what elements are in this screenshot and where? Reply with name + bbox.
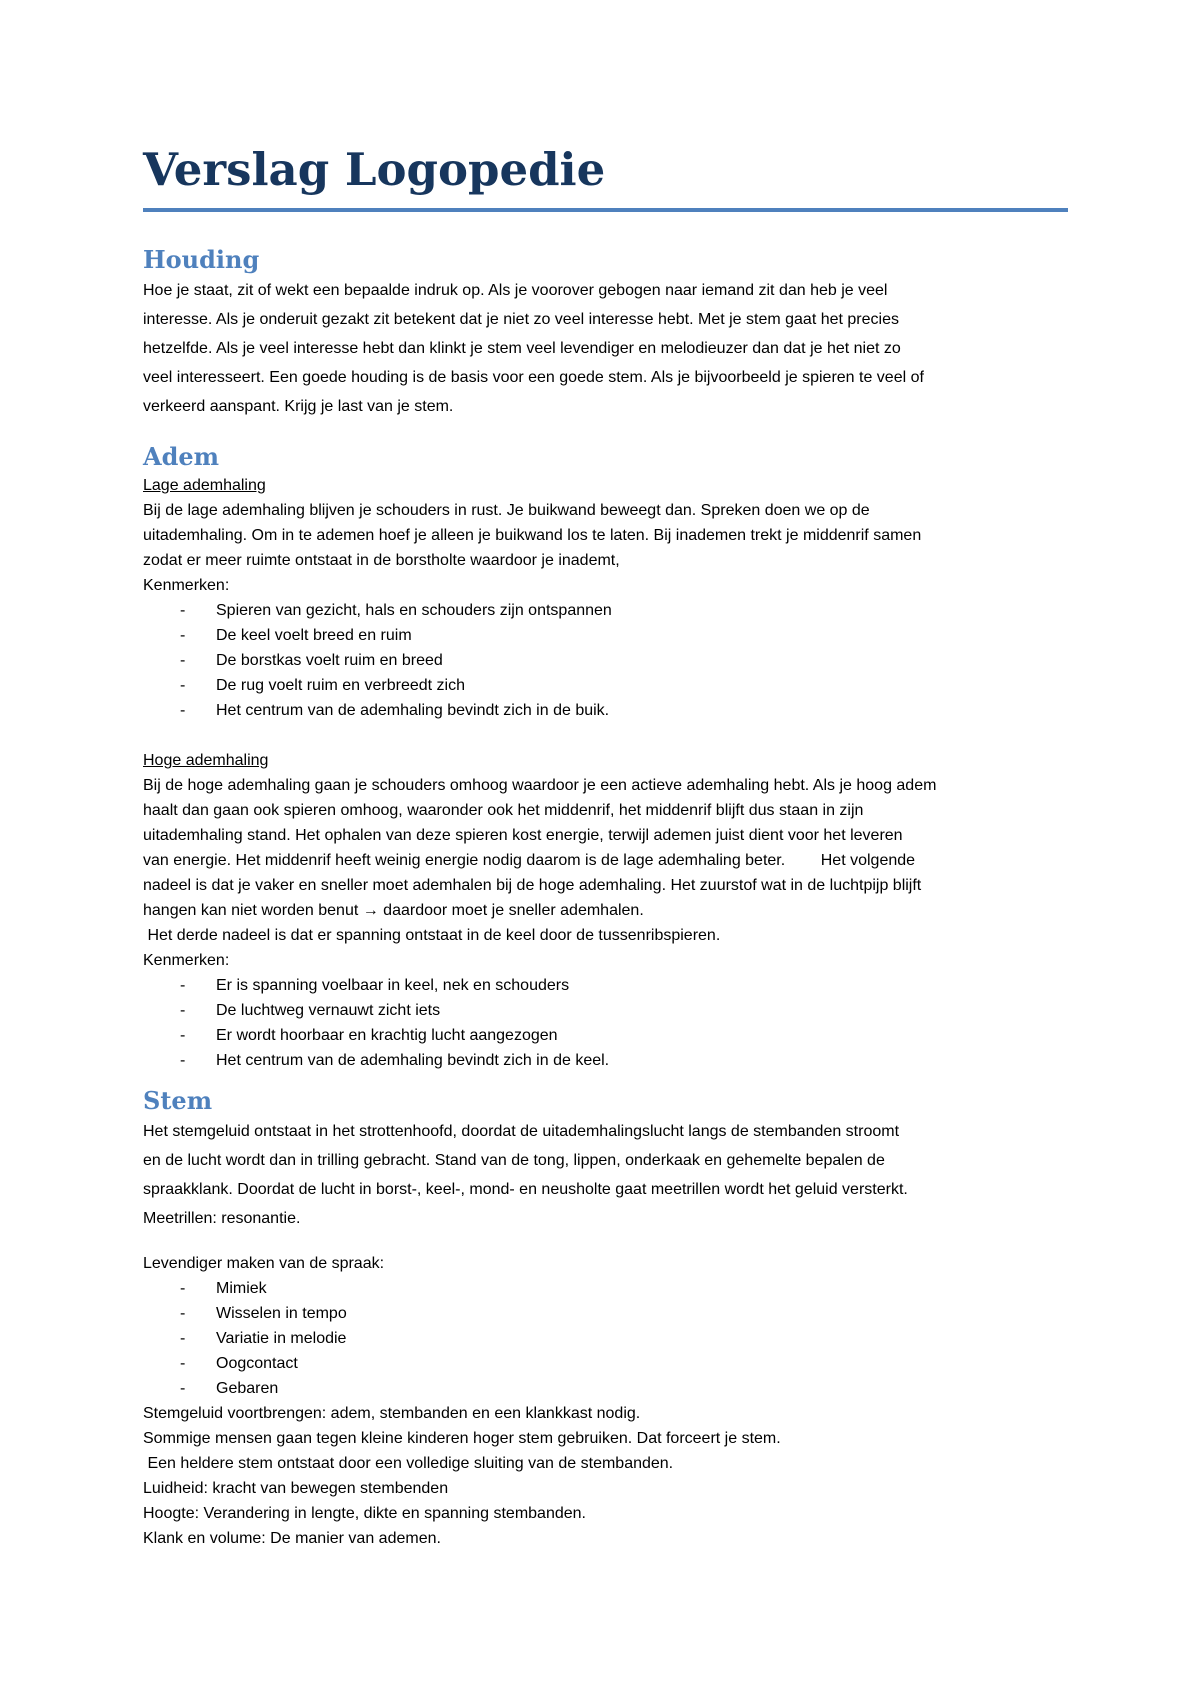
text-line: interesse. Als je onderuit gezakt zit betekent dat je niet zo veel interesse hebt. Met je stem gaat het precies	[143, 311, 899, 328]
stem-paragraph	[143, 1117, 1068, 1233]
text-line: Het stemgeluid ontstaat in het strottenhoofd, doordat de uitademhalingslucht langs de stembanden stroomt	[143, 1123, 900, 1140]
text-line: nadeel is dat je vaker en sneller moet ademhalen bij de hoge ademhaling. Het zuurstof wat in de luchtpijp blijft	[143, 877, 922, 894]
list-item: - Oogcontact	[143, 1351, 1068, 1376]
levendiger-label: Levendiger maken van de spraak:	[143, 1255, 385, 1272]
text-line: hangen kan niet worden benut → daardoor moet je sneller ademhalen.	[143, 902, 644, 919]
list-dash: -	[180, 1280, 186, 1297]
list-item: - Variatie in melodie	[143, 1326, 1068, 1351]
list-dash: -	[180, 1330, 186, 1347]
hoge-ademhaling-paragraph	[143, 773, 1068, 948]
kenmerken-label: Kenmerken:	[143, 577, 230, 594]
text-line: uitademhaling stand. Het ophalen van deze spieren kost energie, terwijl ademen juist dient voor het leveren	[143, 827, 903, 844]
hoge-kenmerken-list	[143, 973, 1068, 1073]
list-item: - Het centrum van de ademhaling bevindt zich in de buik.	[143, 698, 1068, 723]
section-heading-houding: Houding	[143, 245, 260, 274]
text-line: Meetrillen: resonantie.	[143, 1210, 301, 1227]
text-line: Bij de hoge ademhaling gaan je schouders omhoog waardoor je een actieve ademhaling hebt. Als je hoog adem	[143, 777, 937, 794]
list-item: - De borstkas voelt ruim en breed	[143, 648, 1068, 673]
text-line: spraakklank. Doordat de lucht in borst-, keel-, mond- en neusholte gaat meetrillen wordt het geluid versterkt.	[143, 1181, 908, 1198]
list-item: - Het centrum van de ademhaling bevindt zich in de keel.	[143, 1048, 1068, 1073]
text-line: Klank en volume: De manier van ademen.	[143, 1530, 441, 1547]
text-line: Het derde nadeel is dat er spanning ontstaat in de keel door de tussenribspieren.	[143, 927, 721, 944]
list-item: - Spieren van gezicht, hals en schouders zijn ontspannen	[143, 598, 1068, 623]
text-line: Stemgeluid voortbrengen: adem, stembanden en een klankkast nodig.	[143, 1405, 641, 1422]
list-dash: -	[180, 652, 186, 669]
text-line: Sommige mensen gaan tegen kleine kinderen hoger stem gebruiken. Dat forceert je stem.	[143, 1430, 781, 1447]
text-line: Bij de lage ademhaling blijven je schouders in rust. Je buikwand beweegt dan. Spreken doen we op de	[143, 502, 870, 519]
list-dash: -	[180, 1052, 186, 1069]
text-line: veel interesseert. Een goede houding is de basis voor een goede stem. Als je bijvoorbeeld je spieren te veel of	[143, 369, 924, 386]
list-dash: -	[180, 1355, 186, 1372]
list-dash: -	[180, 1380, 186, 1397]
text-line: van energie. Het middenrif heeft weinig energie nodig daarom is de lage ademhaling beter. Het volgende	[143, 852, 916, 869]
kenmerken-label: Kenmerken:	[143, 952, 230, 969]
list-dash: -	[180, 602, 186, 619]
document-title: Verslag Logopedie	[143, 143, 606, 196]
stem-closing-paragraph	[143, 1401, 1068, 1551]
list-item: - Er is spanning voelbaar in keel, nek en schouders	[143, 973, 1068, 998]
text-line: uitademhaling. Om in te ademen hoef je alleen je buikwand los te laten. Bij inademen trekt je middenrif samen	[143, 527, 922, 544]
list-item: - De luchtweg vernauwt zicht iets	[143, 998, 1068, 1023]
lage-kenmerken-list	[143, 598, 1068, 723]
list-item: - Er wordt hoorbaar en krachtig lucht aangezogen	[143, 1023, 1068, 1048]
list-item: - De keel voelt breed en ruim	[143, 623, 1068, 648]
list-dash: -	[180, 677, 186, 694]
text-line: zodat er meer ruimte ontstaat in de borstholte waardoor je inademt,	[143, 552, 620, 569]
list-dash: -	[180, 1002, 186, 1019]
section-heading-stem: Stem	[143, 1086, 213, 1115]
houding-paragraph	[143, 276, 1068, 421]
text-line: hetzelfde. Als je veel interesse hebt dan klinkt je stem veel levendiger en melodieuzer dan dat je het niet zo	[143, 340, 901, 357]
text-line: Hoogte: Verandering in lengte, dikte en spanning stembanden.	[143, 1505, 586, 1522]
text-line: verkeerd aanspant. Krijg je last van je stem.	[143, 398, 454, 415]
document-page	[143, 140, 1068, 1551]
lage-ademhaling-paragraph	[143, 498, 1068, 573]
text-line: en de lucht wordt dan in trilling gebracht. Stand van de tong, lippen, onderkaak en gehemelte bepalen de	[143, 1152, 885, 1169]
subheading-hoge-ademhaling: Hoge ademhaling	[143, 752, 269, 769]
list-dash: -	[180, 627, 186, 644]
list-dash: -	[180, 1027, 186, 1044]
text-line: Hoe je staat, zit of wekt een bepaalde indruk op. Als je voorover gebogen naar iemand zit dan heb je veel	[143, 282, 888, 299]
levendiger-list	[143, 1276, 1068, 1401]
list-item: - De rug voelt ruim en verbreedt zich	[143, 673, 1068, 698]
list-dash: -	[180, 1305, 186, 1322]
list-dash: -	[180, 977, 186, 994]
subheading-lage-ademhaling: Lage ademhaling	[143, 477, 266, 494]
text-line: Een heldere stem ontstaat door een volledige sluiting van de stembanden.	[143, 1455, 674, 1472]
text-line: Luidheid: kracht van bewegen stembenden	[143, 1480, 449, 1497]
text-line: haalt dan gaan ook spieren omhoog, waaronder ook het middenrif, het middenrif blijft dus staan in zijn	[143, 802, 864, 819]
list-dash: -	[180, 702, 186, 719]
section-heading-adem: Adem	[143, 442, 220, 471]
list-item: - Gebaren	[143, 1376, 1068, 1401]
list-item: - Wisselen in tempo	[143, 1301, 1068, 1326]
list-item: - Mimiek	[143, 1276, 1068, 1301]
